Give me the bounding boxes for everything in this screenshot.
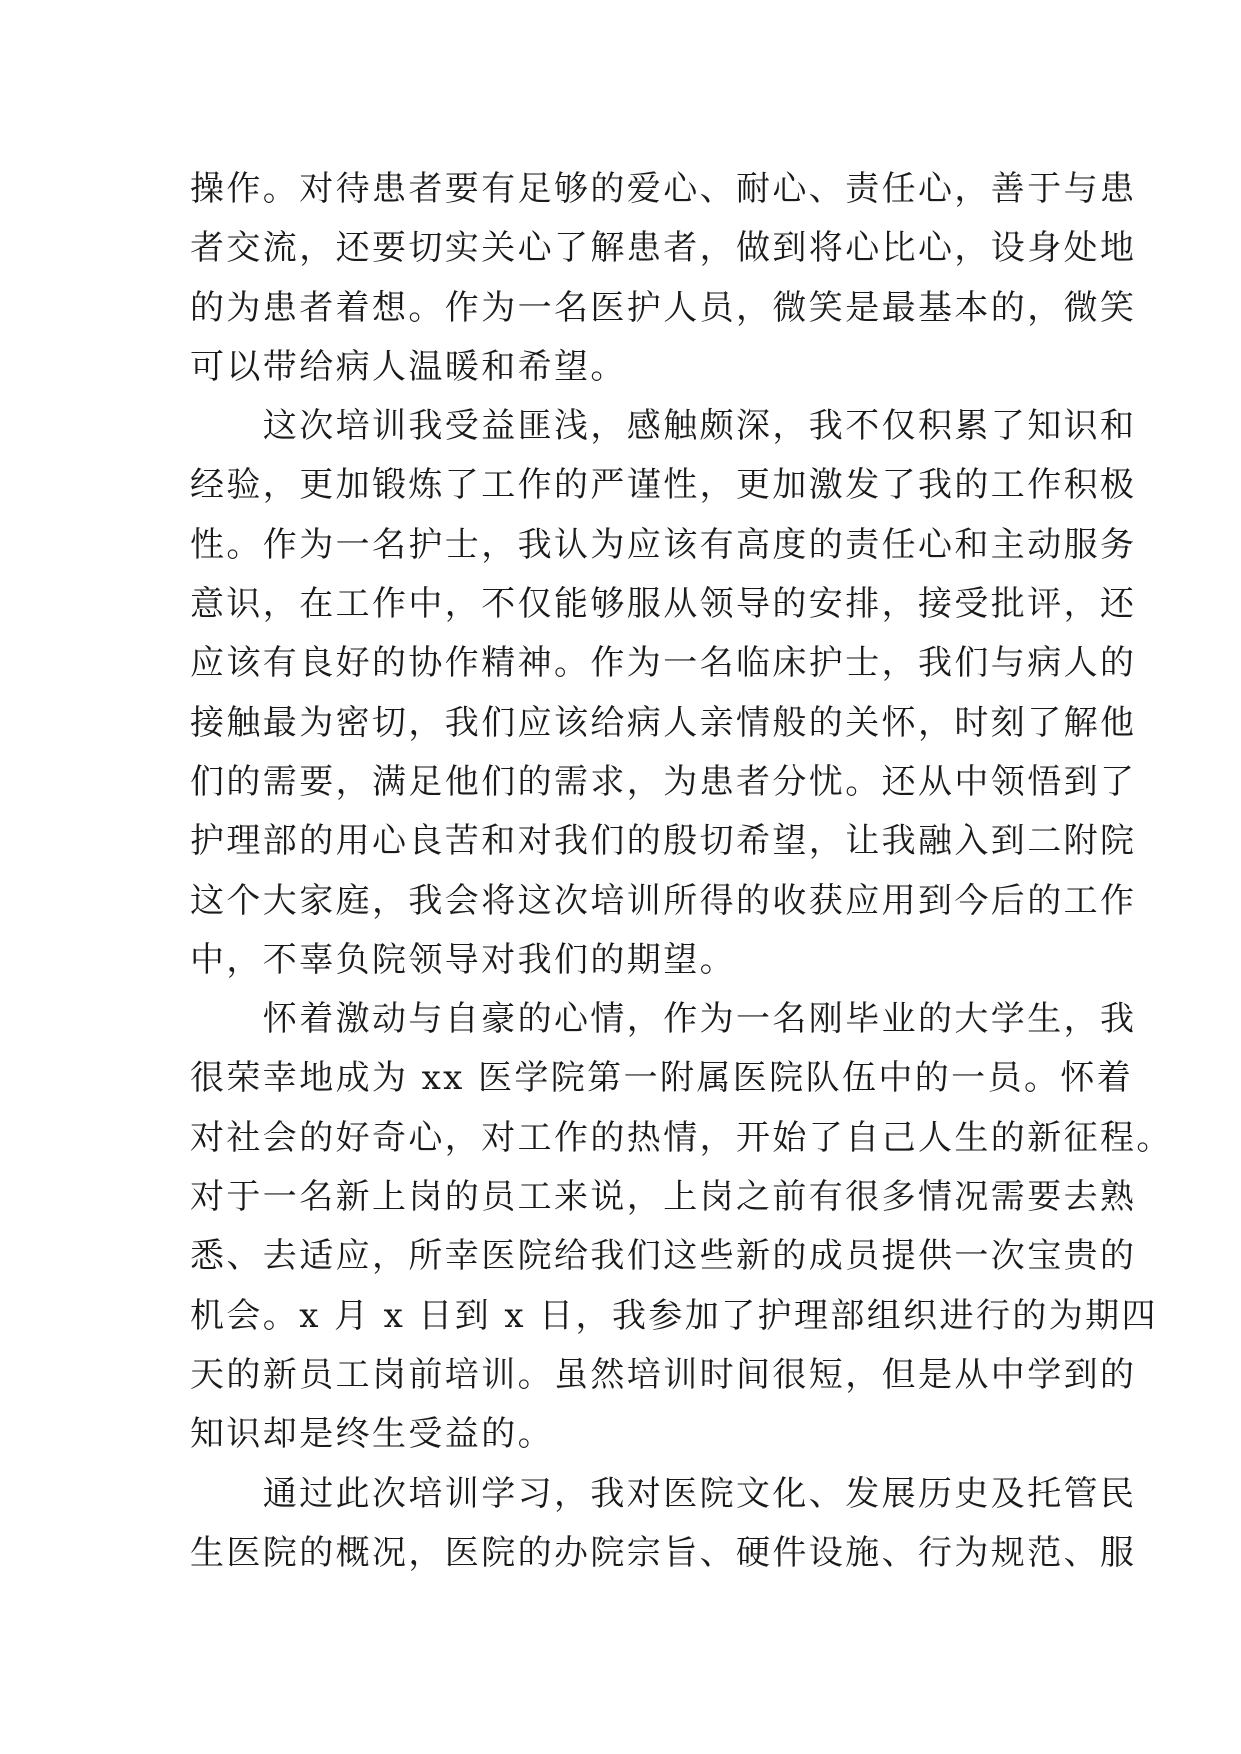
text-line: 这次培训我受益匪浅，感触颇深，我不仅积累了知识和 bbox=[190, 406, 1137, 447]
text-line: 的为患者着想。作为一名医护人员，微笑是最基本的，微笑 bbox=[190, 287, 1137, 328]
text-line: 性。作为一名护士，我认为应该有高度的责任心和主动服务 bbox=[190, 524, 1137, 565]
text-line: 生医院的概况，医院的办院宗旨、硬件设施、行为规范、服 bbox=[190, 1532, 1137, 1573]
text-line: 意识，在工作中，不仅能够服从领导的安排，接受批评，还 bbox=[190, 584, 1137, 625]
text-line: 对社会的好奇心，对工作的热情，开始了自己人生的新征程。 bbox=[190, 1117, 1173, 1158]
text-line: 经验，更加锻炼了工作的严谨性，更加激发了我的工作积极 bbox=[190, 465, 1137, 506]
text-line: 很荣幸地成为 xx 医学院第一附属医院队伍中的一员。怀着 bbox=[190, 1058, 1134, 1099]
text-line: 操作。对待患者要有足够的爱心、耐心、责任心，善于与患 bbox=[190, 169, 1137, 209]
text-line: 可以带给病人温暖和希望。 bbox=[190, 346, 627, 387]
text-line: 护理部的用心良苦和对我们的殷切希望，让我融入到二附院 bbox=[190, 821, 1137, 862]
text-line: 者交流，还要切实关心了解患者，做到将心比心，设身处地 bbox=[190, 228, 1137, 269]
text-line: 中，不辜负院领导对我们的期望。 bbox=[190, 939, 736, 980]
document-page bbox=[190, 160, 1173, 1630]
text-line: 们的需要，满足他们的需求，为患者分忧。还从中领悟到了 bbox=[190, 761, 1137, 802]
text-line: 接触最为密切，我们应该给病人亲情般的关怀，时刻了解他 bbox=[190, 702, 1137, 743]
text-line: 应该有良好的协作精神。作为一名临床护士，我们与病人的 bbox=[190, 643, 1137, 684]
text-line: 怀着激动与自豪的心情，作为一名刚毕业的大学生，我 bbox=[190, 999, 1137, 1040]
text-line: 机会。x 月 x 日到 x 日，我参加了护理部组织进行的为期四 bbox=[190, 1295, 1158, 1336]
text-line: 悉、去适应，所幸医院给我们这些新的成员提供一次宝贵的 bbox=[190, 1236, 1137, 1277]
text-line: 天的新员工岗前培训。虽然培训时间很短，但是从中学到的 bbox=[190, 1354, 1137, 1395]
text-line: 这个大家庭，我会将这次培训所得的收获应用到今后的工作 bbox=[190, 880, 1137, 921]
text-line: 通过此次培训学习，我对医院文化、发展历史及托管民 bbox=[190, 1473, 1137, 1514]
text-line: 知识却是终生受益的。 bbox=[190, 1414, 554, 1455]
text-line: 对于一名新上岗的员工来说，上岗之前有很多情况需要去熟 bbox=[190, 1177, 1137, 1218]
